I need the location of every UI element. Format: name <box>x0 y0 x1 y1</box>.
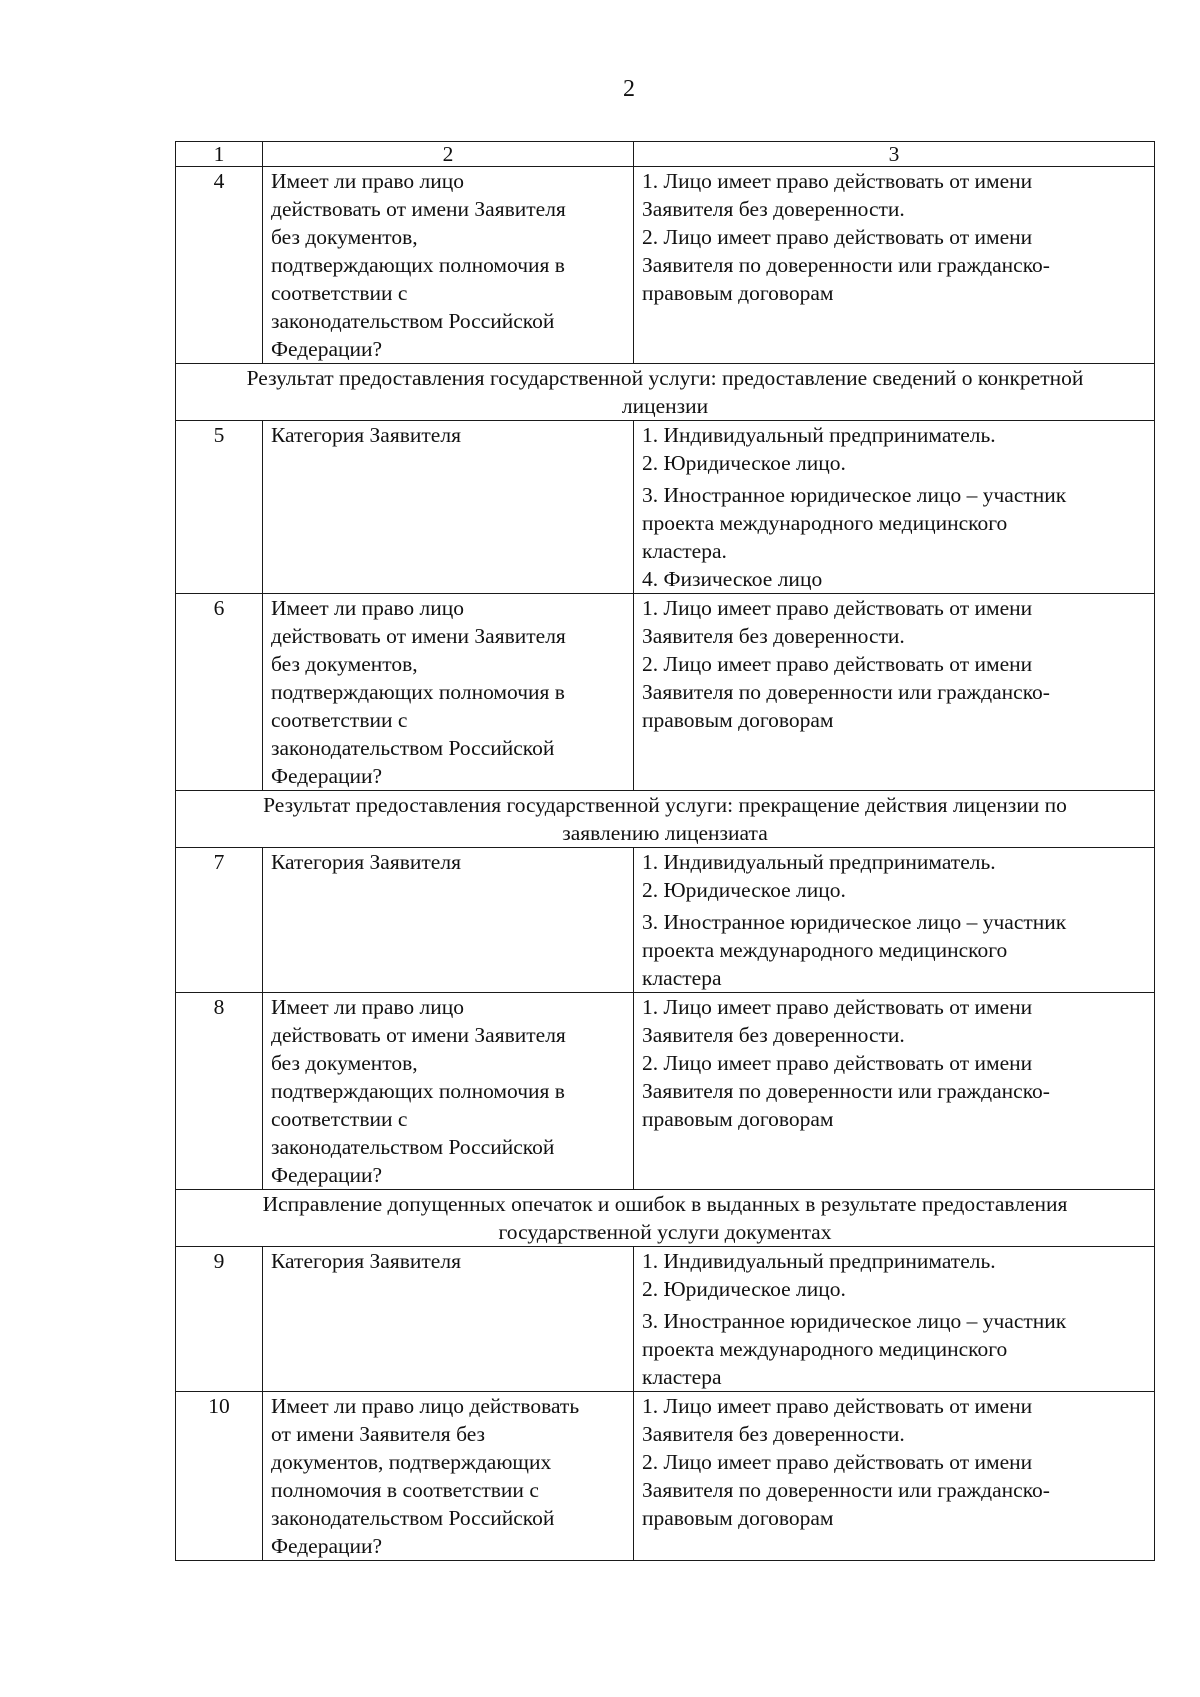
variant-line: кластера <box>642 1365 722 1389</box>
row-number: 7 <box>176 848 263 993</box>
criterion-line: полномочия в соответствии с <box>271 1478 539 1502</box>
variant-line: Заявителя по доверенности или гражданско- <box>642 1478 1050 1502</box>
variant-line: 2. Лицо имеет право действовать от имени <box>642 225 1033 249</box>
row-number: 8 <box>176 993 263 1190</box>
section-title <box>176 364 1155 421</box>
page-number: 2 <box>623 76 635 102</box>
criterion-line: без документов, <box>271 1051 418 1075</box>
criterion-line: Федерации? <box>271 1534 383 1558</box>
criterion-cell <box>263 594 634 791</box>
variant-line: правовым договорам <box>642 1506 834 1530</box>
variant-line: 1. Индивидуальный предприниматель. <box>642 1249 996 1273</box>
table-row <box>176 167 1155 364</box>
variant-line: 3. Иностранное юридическое лицо – участник <box>642 910 1067 934</box>
section-header-row <box>176 1190 1155 1247</box>
section-title-line: лицензии <box>621 394 709 418</box>
criterion-line: соответствии с <box>271 1107 408 1131</box>
variant-line: правовым договорам <box>642 708 834 732</box>
variant-line: Заявителя без доверенности. <box>642 1023 905 1047</box>
section-header-row <box>176 791 1155 848</box>
criterion-line: законодательством Российской <box>271 1135 555 1159</box>
criterion-line: без документов, <box>271 652 418 676</box>
criterion-line: соответствии с <box>271 708 408 732</box>
variant-cell <box>634 421 1155 594</box>
row-number: 4 <box>176 167 263 364</box>
section-title <box>176 791 1155 848</box>
variant-cell <box>634 1392 1155 1561</box>
row-number: 5 <box>176 421 263 594</box>
table-row <box>176 421 1155 594</box>
variant-line: 2. Лицо имеет право действовать от имени <box>642 652 1033 676</box>
variant-line: Заявителя по доверенности или гражданско- <box>642 680 1050 704</box>
variant-line: кластера. <box>642 539 727 563</box>
variant-line: 4. Физическое лицо <box>642 567 823 591</box>
variant-line: 1. Лицо имеет право действовать от имени <box>642 596 1033 620</box>
header-col-1: 1 <box>176 142 263 167</box>
criterion-line: Федерации? <box>271 764 383 788</box>
criterion-line: Категория Заявителя <box>271 1249 461 1273</box>
variant-line: проекта международного медицинского <box>642 511 1008 535</box>
variant-line: Заявителя без доверенности. <box>642 1422 905 1446</box>
variant-line: 1. Индивидуальный предприниматель. <box>642 850 996 874</box>
table-row <box>176 1247 1155 1392</box>
row-number: 9 <box>176 1247 263 1392</box>
requirements-table <box>175 141 1155 1561</box>
header-col-2: 2 <box>263 142 634 167</box>
criterion-cell <box>263 421 634 594</box>
criterion-line: без документов, <box>271 225 418 249</box>
table-row <box>176 848 1155 993</box>
criterion-line: Имеет ли право лицо <box>271 169 465 193</box>
variant-cell <box>634 594 1155 791</box>
row-number: 6 <box>176 594 263 791</box>
criterion-line: Имеет ли право лицо <box>271 995 465 1019</box>
criterion-line: Категория Заявителя <box>271 850 461 874</box>
criterion-line: законодательством Российской <box>271 736 555 760</box>
criterion-line: соответствии с <box>271 281 408 305</box>
variant-line: правовым договорам <box>642 1107 834 1131</box>
variant-line: Заявителя по доверенности или гражданско- <box>642 253 1050 277</box>
section-title-line: Результат предоставления государственной услуги: предоставление сведений о конкретной <box>246 366 1084 390</box>
variant-line: 2. Юридическое лицо. <box>642 878 846 902</box>
criterion-line: законодательством Российской <box>271 309 555 333</box>
criterion-line: действовать от имени Заявителя <box>271 1023 566 1047</box>
variant-line: 1. Индивидуальный предприниматель. <box>642 423 996 447</box>
variant-line: 1. Лицо имеет право действовать от имени <box>642 1394 1033 1418</box>
criterion-line: действовать от имени Заявителя <box>271 197 566 221</box>
criterion-line: действовать от имени Заявителя <box>271 624 566 648</box>
variant-line: 1. Лицо имеет право действовать от имени <box>642 995 1033 1019</box>
variant-cell <box>634 993 1155 1190</box>
criterion-line: Имеет ли право лицо <box>271 596 465 620</box>
section-title-line: Исправление допущенных опечаток и ошибок в выданных в результате предоставления <box>262 1192 1068 1216</box>
variant-line: 2. Юридическое лицо. <box>642 451 846 475</box>
criterion-line: Федерации? <box>271 1163 383 1187</box>
criterion-line: законодательством Российской <box>271 1506 555 1530</box>
criterion-cell <box>263 848 634 993</box>
table-row <box>176 1392 1155 1561</box>
variant-line: 2. Лицо имеет право действовать от имени <box>642 1051 1033 1075</box>
variant-line: 2. Лицо имеет право действовать от имени <box>642 1450 1033 1474</box>
variant-cell <box>634 167 1155 364</box>
criterion-cell <box>263 1247 634 1392</box>
variant-line: 2. Юридическое лицо. <box>642 1277 846 1301</box>
variant-line: Заявителя без доверенности. <box>642 624 905 648</box>
criterion-line: документов, подтверждающих <box>271 1450 552 1474</box>
variant-line: 1. Лицо имеет право действовать от имени <box>642 169 1033 193</box>
variant-cell <box>634 1247 1155 1392</box>
criterion-line: подтверждающих полномочия в <box>271 253 565 277</box>
variant-line: проекта международного медицинского <box>642 1337 1008 1361</box>
criterion-line: Категория Заявителя <box>271 423 461 447</box>
criterion-cell <box>263 1392 634 1561</box>
table-row <box>176 594 1155 791</box>
criterion-line: подтверждающих полномочия в <box>271 680 565 704</box>
criterion-cell <box>263 167 634 364</box>
variant-line: 3. Иностранное юридическое лицо – участник <box>642 1309 1067 1333</box>
variant-line: правовым договорам <box>642 281 834 305</box>
criterion-line: Имеет ли право лицо действовать <box>271 1394 580 1418</box>
section-title-line: заявлению лицензиата <box>562 821 768 845</box>
table-header-row <box>176 142 1155 167</box>
table-row <box>176 993 1155 1190</box>
header-col-3: 3 <box>634 142 1155 167</box>
variant-line: проекта международного медицинского <box>642 938 1008 962</box>
section-title-line: государственной услуги документах <box>498 1220 832 1244</box>
row-number: 10 <box>176 1392 263 1561</box>
section-title-line: Результат предоставления государственной услуги: прекращение действия лицензии по <box>263 793 1067 817</box>
variant-line: Заявителя по доверенности или гражданско- <box>642 1079 1050 1103</box>
section-header-row <box>176 364 1155 421</box>
table-body <box>176 142 1155 1561</box>
variant-line: Заявителя без доверенности. <box>642 197 905 221</box>
criterion-line: Федерации? <box>271 337 383 361</box>
variant-cell <box>634 848 1155 993</box>
variant-line: 3. Иностранное юридическое лицо – участник <box>642 483 1067 507</box>
criterion-line: от имени Заявителя без <box>271 1422 486 1446</box>
section-title <box>176 1190 1155 1247</box>
variant-line: кластера <box>642 966 722 990</box>
criterion-cell <box>263 993 634 1190</box>
criterion-line: подтверждающих полномочия в <box>271 1079 565 1103</box>
